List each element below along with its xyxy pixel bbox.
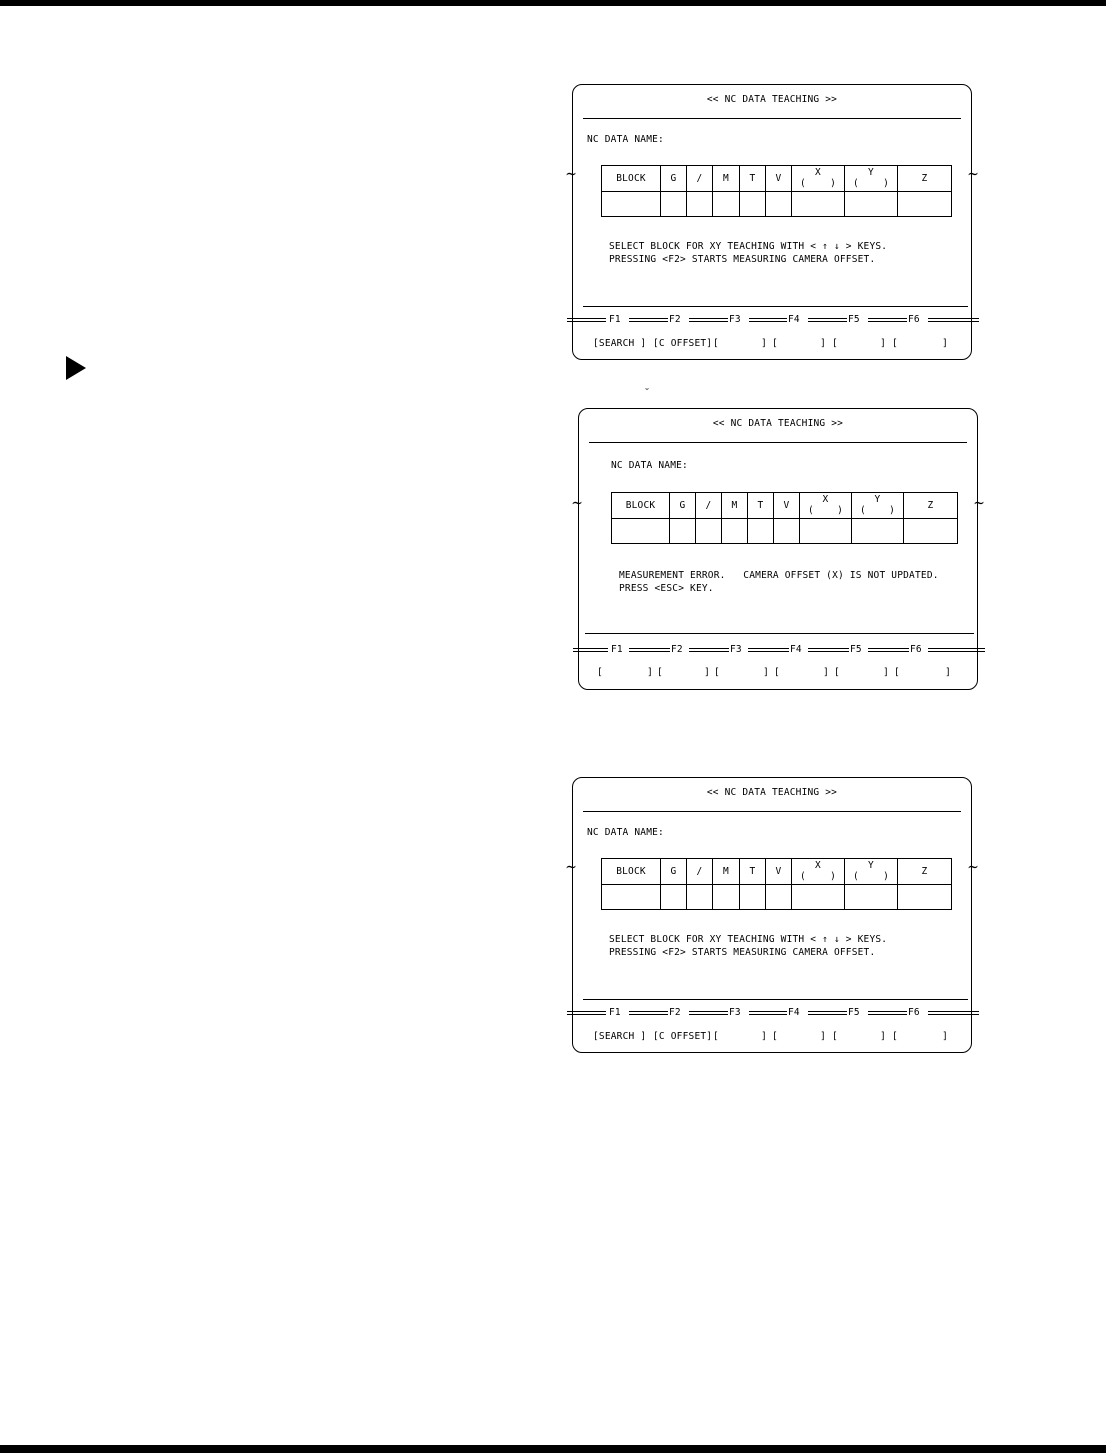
softkey-6-button[interactable]: [ ] [892,1031,948,1042]
cell-v [766,192,792,217]
fkey-separator [868,318,912,322]
screen-title: << NC DATA TEACHING >> [706,787,838,798]
fkey-separator [868,648,912,652]
col-slash: / [687,166,713,192]
paren-open: ( [808,505,814,516]
table-row[interactable] [602,885,952,910]
break-mark-left: ⁓ [566,857,576,876]
cell-slash [696,519,722,544]
cell-block [612,519,670,544]
col-g: G [670,493,696,519]
fkey-separator [567,1011,606,1015]
paren-open: ( [853,871,859,882]
cell-m [722,519,748,544]
title-rule [583,811,961,812]
fkey-separator [868,1011,912,1015]
col-v: V [766,166,792,192]
softkey-4-button[interactable]: [ ] [774,667,829,678]
cell-block [602,192,661,217]
col-t: T [748,493,774,519]
fkey-separator [629,648,673,652]
softkey-5-button[interactable]: [ ] [832,1031,886,1042]
fkey-f4[interactable]: F4 [790,644,802,655]
nc-data-table [611,492,958,544]
cell-v [766,885,792,910]
table-row[interactable] [602,192,952,217]
arrow-right-icon [66,356,86,380]
col-z: Z [904,493,958,519]
nc-data-name-label: NC DATA NAME: [611,460,688,471]
fkey-separator [689,318,733,322]
col-t: T [740,166,766,192]
cell-t [748,519,774,544]
fkey-f2[interactable]: F2 [669,314,681,325]
cell-z [904,519,958,544]
cell-g [670,519,696,544]
col-m: M [713,859,740,885]
col-g: G [661,166,687,192]
cell-y [852,519,904,544]
softkey-search-button[interactable]: [SEARCH ] [593,338,647,349]
fkey-separator [748,648,792,652]
fkey-f3[interactable]: F3 [730,644,742,655]
paren-close: ) [830,178,836,189]
fkey-f1[interactable]: F1 [611,644,623,655]
fkey-top-rule [583,999,968,1000]
break-mark-left: ⁓ [572,493,582,512]
col-x [792,166,845,192]
message-area [609,934,887,960]
softkey-6-button[interactable]: [ ] [892,338,948,349]
title-rule [589,442,967,443]
message-line: PRESS <ESC> KEY. [619,583,714,594]
cell-y [845,192,898,217]
screen-3 [566,777,978,1053]
softkey-3-button[interactable]: [ ] [714,667,769,678]
screen-2 [572,408,984,690]
fkey-f4[interactable]: F4 [788,1007,800,1018]
col-x [792,859,845,885]
paren-open: ( [860,505,866,516]
cell-slash [687,885,713,910]
fkey-separator [808,318,852,322]
col-m: M [722,493,748,519]
message-area [619,570,939,596]
nc-data-name-label: NC DATA NAME: [587,827,664,838]
break-mark-right: ⁓ [968,857,978,876]
fkey-separator [928,318,979,322]
fkey-f6[interactable]: F6 [908,1007,920,1018]
col-x-label: X [815,860,821,871]
paren-close: ) [883,871,889,882]
col-block: BLOCK [612,493,670,519]
softkey-3-button[interactable]: [ ] [713,338,767,349]
col-x-label: X [815,167,821,178]
cell-t [740,192,766,217]
nc-data-table [601,165,952,217]
screen-title: << NC DATA TEACHING >> [712,418,844,429]
paren-open: ( [800,871,806,882]
fkey-f4[interactable]: F4 [788,314,800,325]
softkey-5-button[interactable]: [ ] [832,338,886,349]
fkey-f5[interactable]: F5 [848,1007,860,1018]
col-slash: / [696,493,722,519]
col-z: Z [898,859,952,885]
fkey-f5[interactable]: F5 [848,314,860,325]
nc-data-table [601,858,952,910]
function-key-row [567,314,977,326]
tick-mark: ˘ [644,388,651,399]
break-mark-left: ⁓ [566,164,576,183]
fkey-f1[interactable]: F1 [609,314,621,325]
softkey-c-offset-button[interactable]: [C OFFSET] [653,1031,713,1042]
col-y [845,859,898,885]
cell-x [792,192,845,217]
col-y-label: Y [868,167,874,178]
col-v: V [774,493,800,519]
col-v: V [766,859,792,885]
fkey-f3[interactable]: F3 [729,1007,741,1018]
fkey-f3[interactable]: F3 [729,314,741,325]
fkey-top-rule [583,306,968,307]
cell-v [774,519,800,544]
table-row[interactable] [612,519,958,544]
fkey-separator [629,318,673,322]
screen-title: << NC DATA TEACHING >> [706,94,838,105]
softkey-2-button[interactable]: [ ] [657,667,710,678]
fkey-f2[interactable]: F2 [671,644,683,655]
softkey-6-button[interactable]: [ ] [894,667,951,678]
fkey-separator [928,648,985,652]
col-g: G [661,859,687,885]
cell-g [661,192,687,217]
nc-data-name-label: NC DATA NAME: [587,134,664,145]
page-top-rule [0,0,1106,6]
softkey-3-button[interactable]: [ ] [713,1031,767,1042]
cell-block [602,885,661,910]
softkey-4-button[interactable]: [ ] [772,1031,826,1042]
break-mark-right: ⁓ [974,493,984,512]
col-y-label: Y [874,494,881,505]
message-line: SELECT BLOCK FOR XY TEACHING WITH < ↑ ↓ > KEYS. [609,934,888,945]
col-x-label: X [822,494,829,505]
screen-1 [566,84,978,360]
fkey-separator [567,318,606,322]
paren-open: ( [800,178,806,189]
cell-g [661,885,687,910]
cell-z [898,885,952,910]
paren-close: ) [883,178,889,189]
cell-slash [687,192,713,217]
cell-y [845,885,898,910]
break-mark-right: ⁓ [968,164,978,183]
col-y [852,493,904,519]
fkey-separator [689,1011,733,1015]
col-y-label: Y [868,860,874,871]
paren-close: ) [837,505,843,516]
cell-m [713,885,740,910]
function-key-row [573,644,983,656]
softkey-4-button[interactable]: [ ] [772,338,826,349]
col-slash: / [687,859,713,885]
title-rule [583,118,961,119]
fkey-separator [689,648,733,652]
page-bottom-rule [0,1445,1106,1453]
fkey-f2[interactable]: F2 [669,1007,681,1018]
fkey-separator [573,648,608,652]
message-line: PRESSING <F2> STARTS MEASURING CAMERA OFFSET. [609,947,876,958]
softkey-search-button[interactable]: [SEARCH ] [593,1031,647,1042]
col-block: BLOCK [602,166,661,192]
cell-m [713,192,740,217]
message-area [609,241,887,267]
col-x [800,493,852,519]
cell-z [898,192,952,217]
col-block: BLOCK [602,859,661,885]
cell-x [800,519,852,544]
col-m: M [713,166,740,192]
softkey-1-button[interactable]: [ ] [597,667,653,678]
fkey-f5[interactable]: F5 [850,644,862,655]
fkey-separator [808,1011,852,1015]
function-key-row [567,1007,977,1019]
col-z: Z [898,166,952,192]
col-t: T [740,859,766,885]
paren-close: ) [830,871,836,882]
paren-open: ( [853,178,859,189]
fkey-top-rule [585,633,974,634]
fkey-separator [928,1011,979,1015]
softkey-5-button[interactable]: [ ] [834,667,889,678]
message-line: SELECT BLOCK FOR XY TEACHING WITH < ↑ ↓ > KEYS. [609,241,888,252]
message-line: PRESSING <F2> STARTS MEASURING CAMERA OFFSET. [609,254,876,265]
paren-close: ) [889,505,895,516]
fkey-separator [808,648,852,652]
cell-t [740,885,766,910]
col-y [845,166,898,192]
fkey-separator [629,1011,673,1015]
message-line: MEASUREMENT ERROR. CAMERA OFFSET (X) IS NOT UPDATED. [619,570,939,581]
cell-x [792,885,845,910]
fkey-f6[interactable]: F6 [908,314,920,325]
softkey-c-offset-button[interactable]: [C OFFSET] [653,338,713,349]
fkey-f1[interactable]: F1 [609,1007,621,1018]
fkey-f6[interactable]: F6 [910,644,922,655]
